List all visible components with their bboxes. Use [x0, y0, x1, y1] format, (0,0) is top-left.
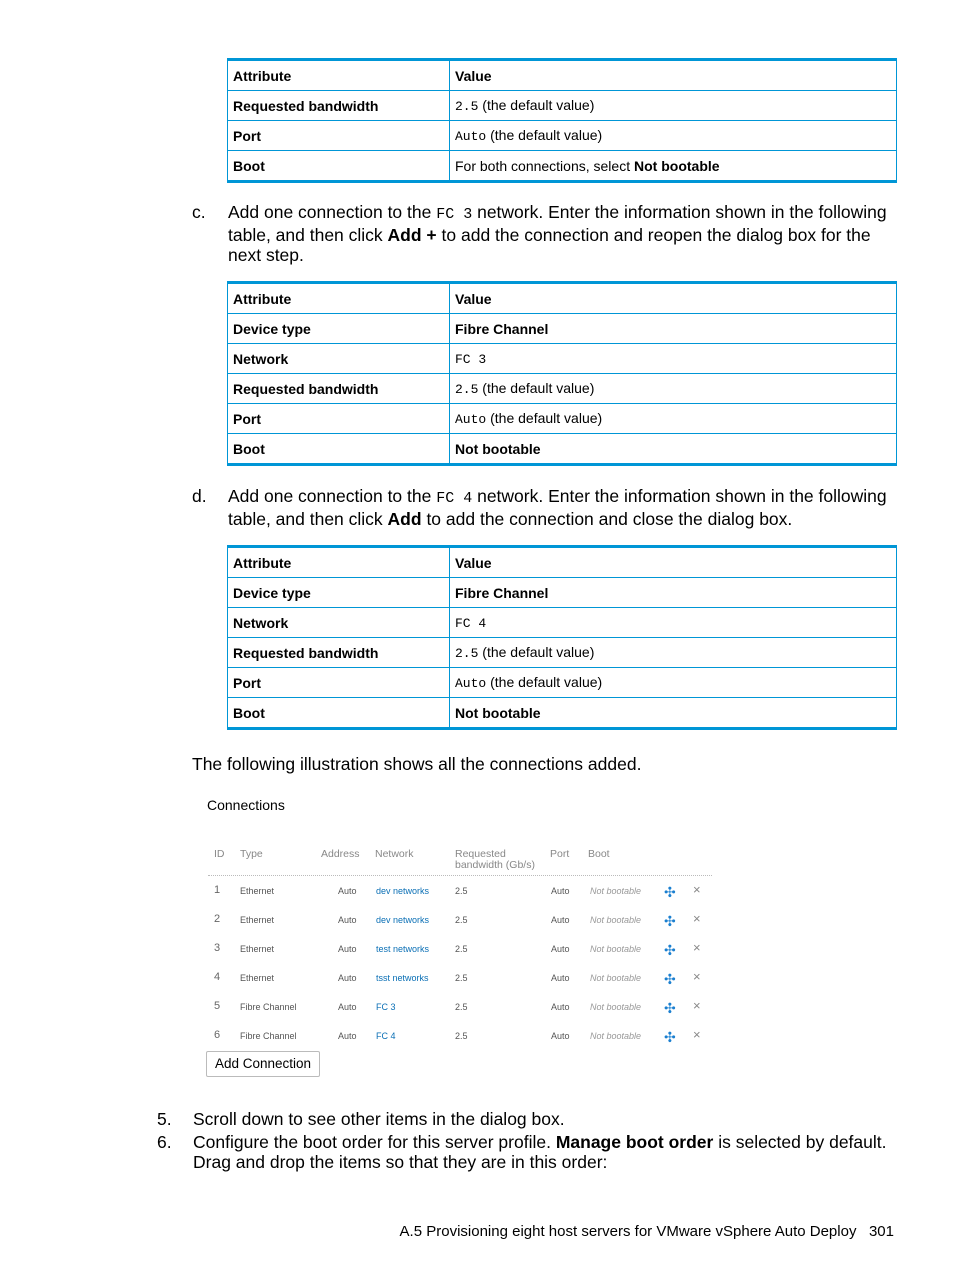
table-row [228, 404, 897, 434]
table-cell: Boot [228, 151, 450, 182]
edit-gear-icon[interactable]: ✣ [664, 971, 676, 987]
column-header-bandwidth [455, 849, 535, 871]
attribute-table-1 [227, 58, 897, 183]
row-id: 1 [214, 884, 221, 896]
value-note: (the default value) [478, 97, 595, 113]
row-network-link[interactable]: dev networks [376, 886, 430, 896]
table-cell: Device type [228, 578, 450, 608]
column-header-port: Port [550, 848, 570, 860]
row-boot: Not bootable [590, 944, 642, 954]
connection-row[interactable] [208, 911, 712, 931]
row-port: Auto [551, 1031, 570, 1041]
table-cell: Port [228, 121, 450, 151]
table-cell: Attribute [228, 547, 450, 578]
row-type: Fibre Channel [240, 1031, 297, 1041]
table-cell [450, 91, 897, 121]
edit-gear-icon[interactable]: ✣ [664, 1029, 676, 1045]
step-5 [157, 1109, 897, 1129]
table-cell: Value [450, 60, 897, 91]
page-number: 301 [868, 1223, 894, 1240]
illustration-caption: The following illustration shows all the connections added. [192, 754, 642, 774]
step-label: 6. [157, 1132, 172, 1152]
code-value: Auto [455, 676, 487, 691]
row-bandwidth: 2.5 [455, 973, 468, 983]
footer-title: A.5 Provisioning eight host servers for VMware vSphere Auto Deploy [399, 1223, 857, 1240]
code-value: 2.5 [455, 382, 479, 397]
row-address: Auto [338, 973, 357, 983]
table-cell [450, 374, 897, 404]
header-line: Requested [455, 848, 506, 860]
step-text [228, 486, 897, 529]
table-cell: Boot [228, 698, 450, 729]
row-boot: Not bootable [590, 915, 642, 925]
attribute-table-3 [227, 545, 897, 730]
row-address: Auto [338, 1002, 357, 1012]
column-header-id: ID [214, 848, 225, 860]
column-header-type: Type [240, 848, 263, 860]
table-row [228, 314, 897, 344]
row-boot: Not bootable [590, 973, 642, 983]
row-id: 4 [214, 971, 221, 983]
value-note: For both connections, select [455, 157, 634, 174]
bold-inline: Manage boot order [555, 1132, 714, 1152]
table-row [228, 578, 897, 608]
row-network-link[interactable]: tsst networks [376, 973, 429, 983]
connections-title: Connections [207, 797, 285, 813]
connection-row[interactable] [208, 882, 712, 902]
value-bold: Not bootable [634, 157, 720, 174]
table-row [228, 638, 897, 668]
row-network-link[interactable]: test networks [376, 944, 430, 954]
step-d [192, 486, 897, 529]
table-header-row [228, 283, 897, 314]
row-port: Auto [551, 973, 570, 983]
table-cell [450, 404, 897, 434]
table-cell: Port [228, 404, 450, 434]
table-cell: Network [228, 344, 450, 374]
table-row [228, 151, 897, 182]
row-id: 2 [214, 913, 221, 925]
remove-close-icon[interactable]: × [693, 998, 701, 1013]
step-text [228, 202, 897, 265]
text-run: is selected by default. Drag and drop the items so that they are in this order: [193, 1132, 887, 1172]
text-run: to add the connection and reopen the dialog box for the next step. [228, 225, 871, 265]
row-network-link[interactable]: dev networks [376, 915, 430, 925]
text-run: Add one connection to the [228, 486, 437, 506]
code-value: 2.5 [455, 99, 479, 114]
code-inline: FC 3 [436, 206, 473, 223]
code-value: 2.5 [455, 646, 479, 661]
step-label: d. [192, 486, 207, 506]
value-note: (the default value) [486, 127, 603, 143]
step-text: Scroll down to see other items in the dialog box. [193, 1109, 565, 1129]
row-id: 3 [214, 942, 221, 954]
table-cell: Requested bandwidth [228, 638, 450, 668]
step-c [192, 202, 897, 265]
row-type: Ethernet [240, 973, 275, 983]
table-row [228, 668, 897, 698]
connection-row[interactable] [208, 1027, 712, 1047]
row-port: Auto [551, 944, 570, 954]
row-address: Auto [338, 1031, 357, 1041]
row-type: Ethernet [240, 915, 275, 925]
row-boot: Not bootable [590, 886, 642, 896]
step-6 [157, 1132, 897, 1172]
remove-close-icon[interactable]: × [693, 969, 701, 984]
text-run: Configure the boot order for this server profile. [193, 1132, 556, 1152]
table-cell: Value [450, 283, 897, 314]
table-cell [450, 668, 897, 698]
step-label: c. [192, 202, 206, 222]
bold-inline: Add [387, 509, 422, 529]
row-type: Ethernet [240, 886, 275, 896]
text-run: network. Enter the information shown in the following table, and then click [228, 202, 887, 245]
value-note: (the default value) [486, 410, 603, 426]
row-type: Ethernet [240, 944, 275, 954]
table-cell: Attribute [228, 60, 450, 91]
table-cell: Fibre Channel [450, 578, 897, 608]
row-bandwidth: 2.5 [455, 915, 468, 925]
remove-close-icon[interactable]: × [693, 911, 701, 926]
text-run: network. Enter the information shown in the following table, and then click [228, 486, 887, 529]
row-bandwidth: 2.5 [455, 1031, 468, 1041]
table-cell: Boot [228, 434, 450, 465]
table-row [228, 344, 897, 374]
table-cell [450, 638, 897, 668]
add-connection-button[interactable]: Add Connection [206, 1051, 320, 1077]
table-cell: Fibre Channel [450, 314, 897, 344]
table-cell: Port [228, 668, 450, 698]
row-network-link[interactable]: FC 3 [376, 1002, 396, 1012]
edit-gear-icon[interactable]: ✣ [664, 1000, 676, 1016]
table-row [228, 698, 897, 729]
bold-inline: Add + [387, 225, 437, 245]
value-note: (the default value) [486, 674, 603, 690]
table-row [228, 434, 897, 465]
connection-row[interactable] [208, 998, 712, 1018]
row-id: 6 [214, 1029, 221, 1041]
remove-close-icon[interactable]: × [693, 1027, 701, 1042]
table-row [228, 91, 897, 121]
table-cell: Device type [228, 314, 450, 344]
row-network-link[interactable]: FC 4 [376, 1031, 396, 1041]
value-note: (the default value) [478, 644, 595, 660]
table-header-row [228, 547, 897, 578]
connection-row[interactable] [208, 940, 712, 960]
value-note: (the default value) [478, 380, 595, 396]
remove-close-icon[interactable]: × [693, 940, 701, 955]
text-run: to add the connection and close the dialog box. [421, 509, 793, 529]
code-value: FC 3 [455, 352, 487, 367]
header-line: bandwidth (Gb/s) [455, 859, 535, 871]
table-cell: Attribute [228, 283, 450, 314]
table-cell [450, 608, 897, 638]
row-port: Auto [551, 886, 570, 896]
table-row [228, 121, 897, 151]
code-inline: FC 4 [436, 490, 473, 507]
table-cell: Not bootable [450, 434, 897, 465]
row-address: Auto [338, 886, 357, 896]
table-cell [450, 344, 897, 374]
row-port: Auto [551, 1002, 570, 1012]
table-cell [450, 151, 897, 182]
attribute-table-2 [227, 281, 897, 466]
column-header-address: Address [321, 848, 360, 860]
code-value: Auto [455, 412, 487, 427]
connection-row[interactable] [208, 969, 712, 989]
table-cell [450, 121, 897, 151]
row-bandwidth: 2.5 [455, 1002, 468, 1012]
text-run: Add one connection to the [228, 202, 437, 222]
code-value: FC 4 [455, 616, 487, 631]
row-address: Auto [338, 944, 357, 954]
row-bandwidth: 2.5 [455, 944, 468, 954]
row-address: Auto [338, 915, 357, 925]
page-footer [400, 1223, 894, 1240]
row-port: Auto [551, 915, 570, 925]
table-cell: Network [228, 608, 450, 638]
step-text [193, 1132, 897, 1172]
row-bandwidth: 2.5 [455, 886, 468, 896]
column-header-boot: Boot [588, 848, 610, 860]
row-boot: Not bootable [590, 1002, 642, 1012]
step-label: 5. [157, 1109, 172, 1129]
edit-gear-icon[interactable]: ✣ [664, 884, 676, 900]
edit-gear-icon[interactable]: ✣ [664, 942, 676, 958]
header-divider [208, 875, 712, 876]
table-row [228, 608, 897, 638]
table-cell: Requested bandwidth [228, 374, 450, 404]
column-header-network: Network [375, 848, 414, 860]
table-header-row [228, 60, 897, 91]
edit-gear-icon[interactable]: ✣ [664, 913, 676, 929]
code-value: Auto [455, 129, 487, 144]
remove-close-icon[interactable]: × [693, 882, 701, 897]
table-cell: Value [450, 547, 897, 578]
row-boot: Not bootable [590, 1031, 642, 1041]
row-id: 5 [214, 1000, 221, 1012]
table-cell: Requested bandwidth [228, 91, 450, 121]
table-cell: Not bootable [450, 698, 897, 729]
row-type: Fibre Channel [240, 1002, 297, 1012]
table-row [228, 374, 897, 404]
